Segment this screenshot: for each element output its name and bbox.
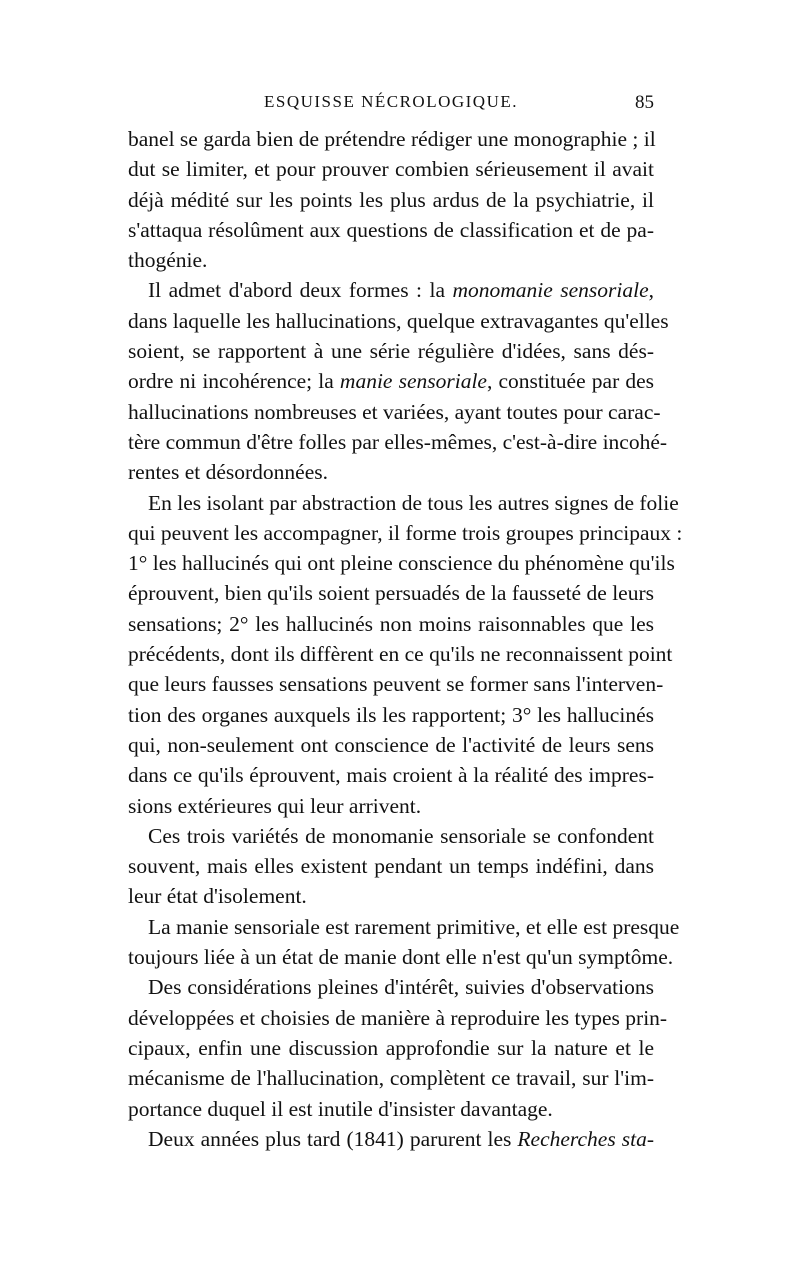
- running-title: ESQUISSE NÉCROLOGIQUE.: [264, 92, 518, 111]
- text-line: banel se garda bien de prétendre rédiger une monographie ; il: [128, 127, 656, 151]
- text-line: déjà médité sur les points les plus ardus de la psychiatrie, il: [128, 187, 654, 212]
- text-line: que leurs fausses sensations peuvent se former sans l'interven-: [128, 672, 664, 697]
- text-line: La manie sensoriale est rarement primitive, et elle est presque: [148, 914, 680, 939]
- text-line: dut se limiter, et pour prouver combien sérieusement il avait: [128, 157, 654, 182]
- text-line: soient, se rapportent à une série régulière d'idées, sans dés-: [128, 339, 654, 364]
- italic-term: Recherches sta-: [517, 1126, 654, 1151]
- text-line: développées et choisies de manière à reproduire les types prin-: [128, 1005, 668, 1030]
- text-line: éprouvent, bien qu'ils soient persuadés de la fausseté de leurs: [128, 581, 654, 606]
- text-line: portance duquel il est inutile d'insister davantage.: [128, 1096, 553, 1121]
- text-line: 1° les hallucinés qui ont pleine conscience du phénomène qu'ils: [128, 551, 675, 576]
- text-line: sensations; 2° les hallucinés non moins raisonnables que les: [128, 611, 654, 636]
- text-line: s'attaqua résolûment aux questions de classification et de pa-: [128, 217, 654, 242]
- text-line: rentes et désordonnées.: [128, 460, 328, 485]
- italic-term: manie sensoriale: [339, 369, 487, 394]
- running-head: [128, 92, 654, 114]
- text-line: qui peuvent les accompagner, il forme trois groupes principaux :: [128, 520, 683, 545]
- italic-term: monomanie sensoriale: [452, 278, 649, 303]
- text-line: souvent, mais elles existent pendant un temps indéfini, dans: [128, 854, 654, 879]
- text-line: dans laquelle les hallucinations, quelque extravagantes qu'elles: [128, 308, 669, 333]
- text-line: thogénie.: [128, 248, 208, 273]
- text-line: sions extérieures qui leur arrivent.: [128, 793, 422, 818]
- text-line: hallucinations nombreuses et variées, ayant toutes pour carac-: [128, 399, 661, 424]
- text-line: Des considérations pleines d'intérêt, suivies d'observations: [148, 975, 654, 1000]
- text-line: dans ce qu'ils éprouvent, mais croient à la réalité des impres-: [128, 763, 654, 788]
- text-line: tère commun d'être folles par elles-mêmes, c'est-à-dire incohé-: [128, 429, 668, 454]
- text-line: tion des organes auxquels ils les rapportent; 3° les hallucinés: [128, 702, 654, 727]
- text-line: précédents, dont ils diffèrent en ce qu'ils ne reconnaissent point: [128, 642, 673, 667]
- body-text: [128, 124, 683, 1154]
- page-number: 85: [635, 92, 654, 113]
- text-line: En les isolant par abstraction de tous les autres signes de folie: [148, 490, 679, 515]
- text-line: cipaux, enfin une discussion approfondie sur la nature et le: [128, 1035, 654, 1060]
- text-line: ordre ni incohérence; la manie sensoriale, constituée par des: [128, 369, 655, 394]
- text-line: qui, non-seulement ont conscience de l'activité de leurs sens: [128, 732, 654, 757]
- text-line: toujours liée à un état de manie dont elle n'est qu'un symptôme.: [128, 945, 674, 970]
- text-line: Deux années plus tard (1841) parurent les Recherches sta-: [148, 1126, 654, 1151]
- text-line: Il admet d'abord deux formes : la monomanie sensoriale,: [148, 278, 654, 303]
- text-line: leur état d'isolement.: [128, 884, 307, 909]
- text-line: mécanisme de l'hallucination, complètent ce travail, sur l'im-: [128, 1066, 654, 1091]
- text-line: Ces trois variétés de monomanie sensoriale se confondent: [148, 823, 654, 848]
